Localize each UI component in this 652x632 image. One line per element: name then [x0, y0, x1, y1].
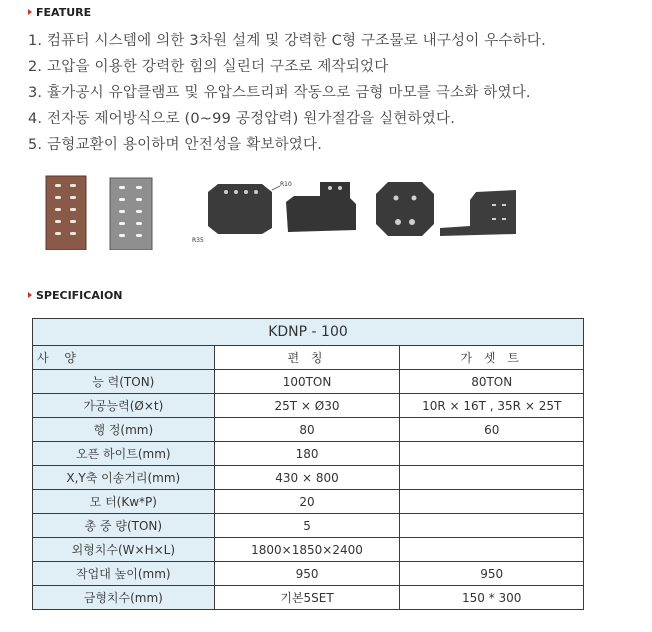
arrow-bullet-icon	[28, 292, 32, 298]
table-row	[33, 562, 584, 586]
table-row	[33, 586, 584, 610]
product-photos	[30, 170, 630, 250]
octagon-plate-photo	[376, 182, 434, 236]
punching-value: 25T × Ø30	[214, 394, 400, 418]
punching-value: 5	[214, 514, 400, 538]
table-row	[33, 370, 584, 394]
punching-value: 20	[214, 490, 400, 514]
radius-label-r35: R35	[192, 237, 204, 244]
table-row	[33, 514, 584, 538]
gusset-value	[400, 514, 584, 538]
feature-heading	[28, 6, 91, 19]
gusset-value	[400, 442, 584, 466]
table-row	[33, 418, 584, 442]
row-label: 오픈 하이트(mm)	[33, 442, 215, 466]
feature-item: 4. 전자동 제어방식으로 (0~99 공정압력) 원가절감을 실현하였다.	[28, 111, 455, 127]
row-label: 작업대 높이(mm)	[33, 562, 215, 586]
gusset-value: 80TON	[400, 370, 584, 394]
cut-plate-photo	[286, 182, 356, 232]
arrow-bullet-icon	[28, 9, 32, 15]
punching-value: 1800×1850×2400	[214, 538, 400, 562]
feature-list	[28, 28, 546, 158]
gusset-value: 150 * 300	[400, 586, 584, 610]
row-label: 행 정(mm)	[33, 418, 215, 442]
punching-value: 100TON	[214, 370, 400, 394]
table-row	[33, 466, 584, 490]
punching-value: 180	[214, 442, 400, 466]
gusset-value: 60	[400, 418, 584, 442]
row-label: 외형치수(W×H×L)	[33, 538, 215, 562]
feature-item: 2. 고압을 이용한 강력한 힘의 실린더 구조로 제작되었다	[28, 59, 389, 75]
row-label: X,Y축 이송거리(mm)	[33, 466, 215, 490]
row-label: 금형치수(mm)	[33, 586, 215, 610]
punching-value: 950	[214, 562, 400, 586]
specification-heading-text: SPECIFICAION	[36, 289, 123, 302]
gusset-value: 950	[400, 562, 584, 586]
feature-item: 5. 금형교환이 용이하며 안전성을 확보하였다.	[28, 137, 323, 153]
model-name: KDNP - 100	[33, 319, 584, 346]
feature-item: 1. 컴퓨터 시스템에 의한 3차원 설계 및 강력한 C형 구조물로 내구성이 우수하다.	[28, 33, 546, 49]
perforated-plate-photo-1	[46, 176, 86, 250]
notched-bracket-photo	[192, 181, 292, 244]
gusset-column-header: 가 셋 트	[400, 346, 584, 370]
specification-table	[32, 318, 584, 610]
table-row	[33, 538, 584, 562]
feature-heading-text: FEATURE	[36, 6, 92, 19]
specification-heading	[28, 289, 123, 302]
radius-label-r10: R10	[280, 181, 292, 188]
punching-value: 80	[214, 418, 400, 442]
feature-item: 3. 휼가공시 유압클램프 및 유압스트리퍼 작동으로 금형 마모를 극소화 하였다.	[28, 85, 531, 101]
row-label: 총 중 량(TON)	[33, 514, 215, 538]
row-label: 가공능력(Ø×t)	[33, 394, 215, 418]
punching-value: 430 × 800	[214, 466, 400, 490]
table-title-row	[33, 319, 584, 346]
table-row	[33, 490, 584, 514]
perforated-plate-photo-2	[110, 178, 152, 250]
punching-value: 기본5SET	[214, 586, 400, 610]
gusset-value: 10R × 16T , 35R × 25T	[400, 394, 584, 418]
table-row	[33, 442, 584, 466]
spec-column-header: 사 양	[33, 346, 215, 370]
row-label: 능 력(TON)	[33, 370, 215, 394]
gusset-value	[400, 490, 584, 514]
punching-column-header: 편 칭	[214, 346, 400, 370]
table-header-row	[33, 346, 584, 370]
l-bar-photo	[440, 190, 516, 236]
gusset-value	[400, 466, 584, 490]
gusset-value	[400, 538, 584, 562]
table-row	[33, 394, 584, 418]
row-label: 모 터(Kw*P)	[33, 490, 215, 514]
